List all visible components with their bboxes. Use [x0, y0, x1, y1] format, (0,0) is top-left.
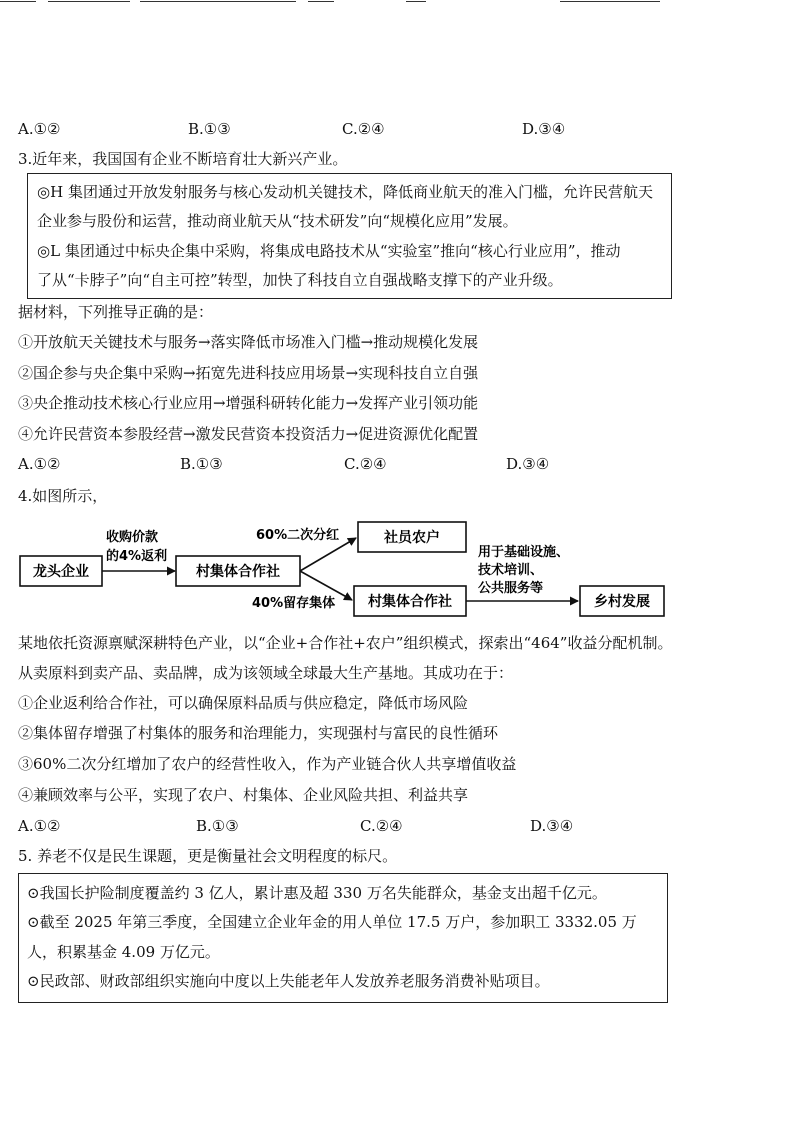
node-rural: 乡村发展	[594, 594, 650, 610]
q4-item-4: ④兼顾效率与公平，实现了农户、村集体、企业风险共担、利益共享	[18, 786, 469, 804]
node-coop: 村集体合作社	[196, 564, 280, 580]
q3-stem: 3.近年来，我国国有企业不断培育壮大新兴产业。	[18, 150, 348, 168]
label-rebate-1: 收购价款	[106, 530, 159, 545]
node-members: 社员农户	[384, 530, 440, 546]
q3-option-d[interactable]: D.③④	[506, 455, 550, 473]
label-use-2: 技术培训、	[478, 563, 544, 578]
q3-item-1: ①开放航天关键技术与服务→落实降低市场准入门槛→推动规模化发展	[18, 333, 479, 351]
q3-material-line: 企业参与股份和运营，推动商业航天从“技术研发”向“规模化应用”发展。	[37, 212, 518, 230]
q4-option-a[interactable]: A.①②	[18, 817, 61, 835]
q3-material-line: ◎H 集团通过开放发射服务与核心发动机关键技术，降低商业航天的准入门槛，允许民营航天	[37, 183, 653, 201]
q3-material-line: 了从“卡脖子”向“自主可控”转型，加快了科技自立自强战略支撑下的产业升级。	[37, 271, 563, 289]
q2-option-b[interactable]: B.①③	[188, 120, 231, 138]
q3-item-4: ④允许民营资本参股经营→激发民营资本投资活力→促进资源优化配置	[18, 425, 479, 443]
q2-option-c[interactable]: C.②④	[342, 120, 385, 138]
q3-item-2: ②国企参与央企集中采购→拓宽先进科技应用场景→实现科技自立自强	[18, 364, 479, 382]
q5-material-line: ⊙截至 2025 年第三季度，全国建立企业年金的用人单位 17.5 万户，参加职工 3332.05 万	[27, 913, 637, 931]
q5-material-line: 人，积累基金 4.09 万亿元。	[27, 943, 220, 961]
q3-option-a[interactable]: A.①②	[18, 455, 61, 473]
label-rebate-2: 的4%返利	[106, 549, 168, 564]
top-rule	[48, 1, 130, 2]
q4-item-1: ①企业返利给合作社，可以确保原料品质与供应稳定，降低市场风险	[18, 694, 469, 712]
q2-option-d[interactable]: D.③④	[522, 120, 566, 138]
top-rule	[406, 1, 426, 2]
top-rule	[308, 1, 334, 2]
q4-option-b[interactable]: B.①③	[196, 817, 239, 835]
q4-item-3: ③60%二次分红增加了农户的经营性收入，作为产业链合伙人共享增值收益	[18, 755, 517, 773]
q4-item-2: ②集体留存增强了村集体的服务和治理能力，实现强村与富民的良性循环	[18, 724, 499, 742]
q4-stem: 4.如图所示，	[18, 487, 108, 505]
q3-option-c[interactable]: C.②④	[344, 455, 387, 473]
top-rule	[140, 1, 296, 2]
q4-option-c[interactable]: C.②④	[360, 817, 403, 835]
node-coop2: 村集体合作社	[368, 594, 452, 610]
q3-option-b[interactable]: B.①③	[180, 455, 223, 473]
q4-text-line: 某地依托资源禀赋深耕特色产业，以“企业+合作社+农户”组织模式，探索出“464”收益分配机制。	[18, 634, 673, 652]
q3-prompt: 据材料，下列推导正确的是：	[18, 303, 214, 321]
q5-stem: 5. 养老不仅是民生课题，更是衡量社会文明程度的标尺。	[18, 847, 398, 865]
q3-material-line: ◎L 集团通过中标央企集中采购，将集成电路技术从“实验室”推向“核心行业应用”，推动	[37, 242, 621, 260]
q4-text-line: 从卖原料到卖产品、卖品牌，成为该领域全球最大生产基地。其成功在于：	[18, 664, 514, 682]
q2-option-a[interactable]: A.①②	[18, 120, 61, 138]
top-rule	[560, 1, 660, 2]
label-use-1: 用于基础设施、	[478, 545, 570, 560]
label-60-percent: 60%二次分红	[256, 528, 340, 543]
label-40-percent: 40%留存集体	[252, 596, 336, 611]
q5-material-line: ⊙我国长护险制度覆盖约 3 亿人，累计惠及超 330 万名失能群众，基金支出超千亿元。	[27, 884, 607, 902]
q4-flow-diagram	[0, 510, 800, 620]
q3-item-3: ③央企推动技术核心行业应用→增强科研转化能力→发挥产业引领功能	[18, 394, 479, 412]
q4-option-d[interactable]: D.③④	[530, 817, 574, 835]
node-enterprise: 龙头企业	[33, 564, 89, 580]
q5-material-line: ⊙民政部、财政部组织实施向中度以上失能老年人发放养老服务消费补贴项目。	[27, 972, 550, 990]
label-use-3: 公共服务等	[478, 581, 544, 596]
top-rule	[0, 1, 36, 2]
